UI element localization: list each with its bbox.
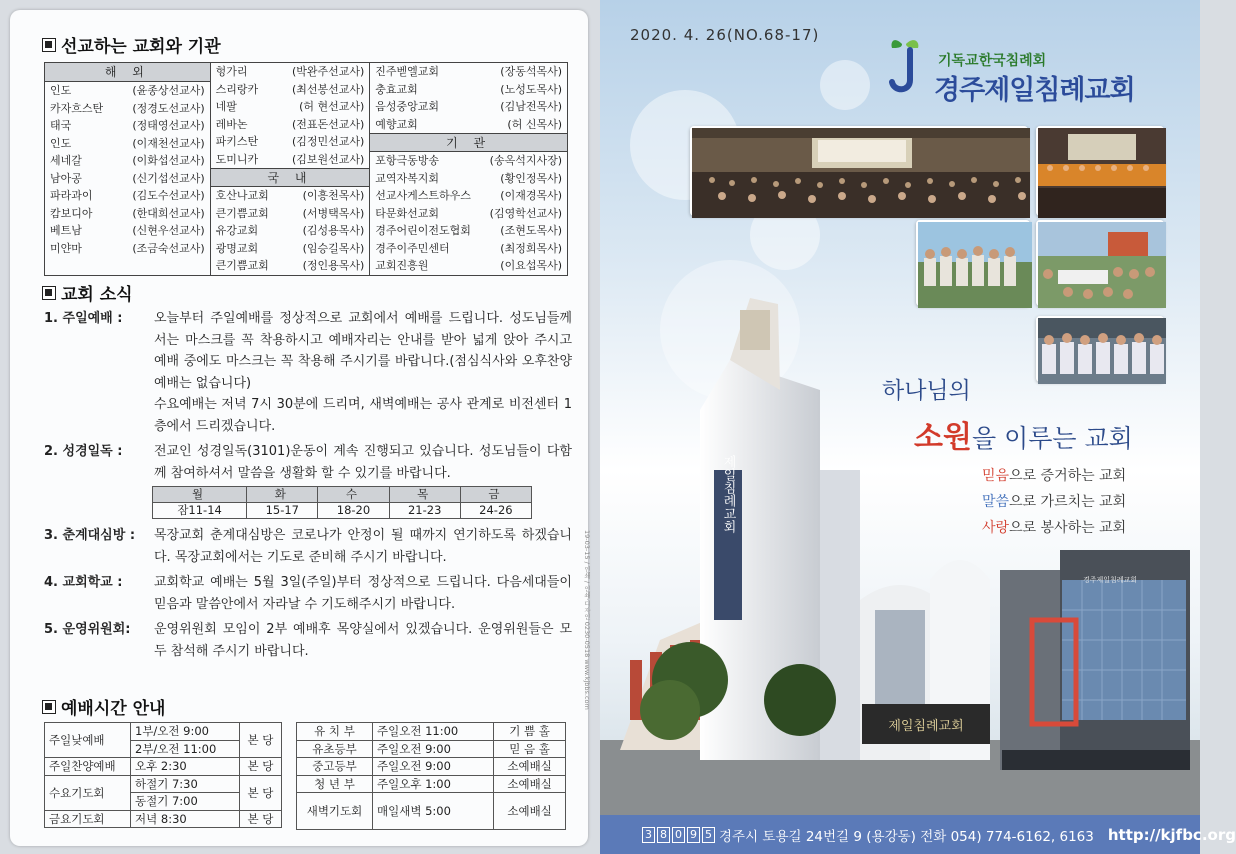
mission-entry bbox=[45, 117, 210, 135]
mission-place: 레바논 bbox=[215, 117, 248, 131]
mission-place: 경주어린이전도협회 bbox=[375, 224, 471, 237]
missionary-name: (박완주선교사) bbox=[291, 65, 365, 78]
mission-place: 헝가리 bbox=[215, 65, 248, 78]
zip-code: 3 8 0 9 5 bbox=[642, 827, 715, 843]
mission-entry bbox=[370, 222, 567, 240]
mission-entry bbox=[211, 257, 370, 275]
photo-sanctuary bbox=[690, 126, 1028, 216]
bokeh-light bbox=[820, 60, 870, 110]
spine-print-info: 19-03-15 / 인쇄 / 인쇄·디자인 0230-0518 www.kjbbs.com bbox=[583, 530, 591, 710]
building-sign: 제일침례교회 bbox=[888, 719, 964, 734]
mission-entry bbox=[45, 152, 210, 170]
missionary-name: (김보원선교사) bbox=[291, 152, 365, 166]
org-header: 기 관 bbox=[370, 133, 567, 152]
mission-entry bbox=[211, 205, 370, 223]
missionary-name: (조현도목사) bbox=[500, 224, 562, 237]
missionary-name: (이요섭목사) bbox=[500, 259, 562, 272]
mission-place: 큰기쁨교회 bbox=[215, 259, 269, 272]
mission-place: 포항극동방송 bbox=[375, 154, 440, 167]
news-item: 2. 성경일독 : 전교인 성경일독(3101)운동이 계속 진행되고 있습니다. 성도님들이 다함께 참여하셔서 말씀을 생활화 할 수 있기를 바랍니다. bbox=[44, 444, 572, 481]
missionary-name: (김도수선교사) bbox=[132, 189, 205, 202]
bible-reading-table: 월 화 수 목 금 잠11-14 15-17 18-20 21-23 24-26 bbox=[152, 486, 532, 519]
mission-place: 카자흐스탄 bbox=[50, 101, 104, 115]
mission-entry bbox=[370, 81, 567, 99]
mission-entry bbox=[45, 187, 210, 205]
news-item: 1. 주일예배 : 오늘부터 주일예배를 정상적으로 교회에서 예배를 드립니다. 성도님들께서는 마스크를 꼭 착용하시고 예배자리는 안내를 받아 넓게 앉아 주시고 예배 중에도 마스크는 꼭 착용해 주시기를 바랍니다.(점심식사와 오후찬양예배는 없습니다) 수요예배는 저녁 7시 30분에 드리며, 새벽예배는 공사 관계로 비전센터 1층에서 드리겠습니다. bbox=[44, 311, 572, 434]
mission-entry bbox=[370, 240, 567, 258]
overseas-list-2 bbox=[211, 63, 370, 168]
tower-sign: 제일침례교회 bbox=[720, 455, 736, 533]
denomination-name: 기독교한국침례회 bbox=[938, 53, 1047, 69]
mission-entry bbox=[211, 63, 370, 81]
bulletin-cover bbox=[600, 0, 1236, 854]
news-heading: 교회 소식 bbox=[42, 280, 133, 305]
slogan-line-1: 하나님의 bbox=[882, 378, 971, 404]
mission-entry bbox=[211, 222, 370, 240]
missionary-name: (최정희목사) bbox=[500, 241, 562, 255]
mission-place: 유강교회 bbox=[215, 224, 259, 237]
mission-place: 진주벧엘교회 bbox=[375, 65, 440, 78]
mission-place: 광명교회 bbox=[215, 241, 259, 255]
domestic-churches-list bbox=[370, 63, 567, 133]
mission-place: 호산나교회 bbox=[215, 189, 269, 202]
missionary-name: (노성도목사) bbox=[500, 82, 562, 96]
mission-entry bbox=[370, 187, 567, 205]
worship-heading: 예배시간 안내 bbox=[42, 694, 165, 719]
mission-entry bbox=[45, 135, 210, 153]
mission-place: 인도 bbox=[50, 84, 72, 97]
news-item: 4. 교회학교 : 교회학교 예배는 5월 3일(주일)부터 정상적으로 드립니다. 다음세대들이 믿음과 말씀안에서 자라날 수 기도해주시기 바랍니다. bbox=[44, 575, 572, 612]
mission-place: 베트남 bbox=[50, 224, 82, 237]
missionary-name: (허 신목사) bbox=[507, 117, 562, 131]
slogan-line-2: 소원을 이루는 교회 bbox=[914, 420, 1133, 455]
mission-entry bbox=[370, 152, 567, 170]
square-bullet-icon bbox=[42, 38, 56, 52]
mission-entry bbox=[370, 257, 567, 275]
mission-place: 예향교회 bbox=[375, 117, 418, 131]
missionary-name: (정인용목사) bbox=[302, 259, 365, 272]
bulletin-inner-page bbox=[10, 10, 588, 846]
domestic-header: 국 내 bbox=[211, 168, 370, 187]
mission-entry bbox=[211, 240, 370, 258]
missionary-name: (허 현선교사) bbox=[299, 100, 365, 113]
motto-line: 사랑으로 봉사하는 교회 bbox=[982, 520, 1127, 536]
missionary-name: (윤종상선교사) bbox=[132, 84, 205, 97]
missionary-name: (전표돈선교사) bbox=[291, 117, 365, 131]
mission-entry bbox=[45, 222, 210, 240]
missionary-name: (이화섭선교사) bbox=[132, 154, 205, 167]
mission-place: 경주이주민센터 bbox=[375, 241, 450, 255]
mission-place: 충효교회 bbox=[375, 82, 418, 96]
missionary-name: (장동석목사) bbox=[500, 65, 562, 78]
mission-place: 남아공 bbox=[50, 171, 82, 185]
missions-table bbox=[44, 62, 568, 276]
mission-place: 태국 bbox=[50, 119, 72, 132]
missionary-name: (이재경목사) bbox=[500, 189, 562, 202]
cover-footer bbox=[600, 815, 1236, 854]
missionary-name: (김성용목사) bbox=[302, 224, 365, 237]
mission-entry bbox=[45, 240, 210, 258]
missionary-name: (이재천선교사) bbox=[132, 136, 205, 150]
photo-choir bbox=[1036, 126, 1164, 216]
mission-place: 교역자복지회 bbox=[375, 171, 440, 185]
mission-entry bbox=[211, 151, 370, 169]
worship-table-departments: 유 치 부 주일오전 11:00 기 쁨 홀 유초등부 주일오전 9:00 믿 음 홀 중고등부 주일오전 9:00 소예배실 청 년 부 주일오후 1:00 소예배실 새벽기도회 매일새벽 5:00 소예배실 bbox=[296, 722, 566, 830]
mission-place: 타문화선교회 bbox=[375, 206, 440, 220]
worship-table-main: 주일낮예배 1부/오전 9:00 본 당 2부/오전 11:00 주일찬양예배 오후 2:30 본 당 수요기도회 하절기 7:30 본 당 동절기 7:00 금요기도회 저녁 8:30 본 당 bbox=[44, 722, 282, 828]
overseas-list bbox=[45, 82, 210, 257]
mission-place: 캄보디아 bbox=[50, 206, 93, 220]
mission-place: 음성중앙교회 bbox=[375, 100, 440, 113]
missionary-name: (황인정목사) bbox=[500, 171, 562, 185]
annex-sign: 경주제일침례교회 bbox=[1082, 576, 1138, 584]
mission-place: 큰기쁨교회 bbox=[215, 206, 269, 220]
missionary-name: (최선봉선교사) bbox=[291, 82, 365, 96]
org-list bbox=[370, 152, 567, 275]
mission-place: 파키스탄 bbox=[215, 135, 259, 148]
mission-entry bbox=[45, 82, 210, 100]
mission-place: 파라과이 bbox=[50, 189, 93, 202]
mission-entry bbox=[45, 205, 210, 223]
issue-date: 2020. 4. 26(NO.68-17) bbox=[630, 26, 820, 44]
square-bullet-icon bbox=[42, 700, 56, 714]
missionary-name: (신기섭선교사) bbox=[132, 171, 205, 185]
motto-line: 믿음으로 증거하는 교회 bbox=[982, 468, 1127, 484]
mission-entry bbox=[211, 133, 370, 151]
mission-place: 스리랑카 bbox=[215, 82, 259, 96]
square-bullet-icon bbox=[42, 286, 56, 300]
mission-entry bbox=[45, 100, 210, 118]
missionary-name: (조금숙선교사) bbox=[132, 241, 205, 255]
mission-place: 네팔 bbox=[215, 100, 237, 113]
mission-entry bbox=[370, 98, 567, 116]
mission-place: 인도 bbox=[50, 136, 72, 150]
mission-entry bbox=[370, 116, 567, 134]
church-name: 경주제일침례교회 bbox=[934, 75, 1135, 106]
church-building-illustration bbox=[600, 280, 1200, 815]
missionary-name: (이흥천목사) bbox=[302, 189, 365, 202]
mission-entry bbox=[211, 116, 370, 134]
news-item: 5. 운영위원회: 운영위원회 모임이 2부 예배후 목양실에서 있겠습니다. 운영위원들은 모두 참석해 주시기 바랍니다. bbox=[44, 622, 572, 659]
mission-place: 교회진흥원 bbox=[375, 259, 429, 272]
domestic-list bbox=[211, 187, 370, 275]
mission-place: 도미니카 bbox=[215, 152, 259, 166]
missionary-name: (한대희선교사) bbox=[132, 206, 205, 220]
mission-entry bbox=[211, 81, 370, 99]
mission-entry bbox=[211, 187, 370, 205]
missionary-name: (신현우선교사) bbox=[132, 224, 205, 237]
mission-place: 미얀마 bbox=[50, 241, 82, 255]
missionary-name: (임승길목사) bbox=[302, 241, 365, 255]
mission-entry bbox=[370, 170, 567, 188]
mission-entry bbox=[370, 63, 567, 81]
missionary-name: (송옥석지사장) bbox=[489, 154, 562, 167]
church-address: 경주시 토용길 24번길 9 (용강동) 전화 054) 774-6162, 6163 bbox=[719, 828, 1094, 845]
missionary-name: (김정민선교사) bbox=[291, 135, 365, 148]
missionary-name: (김남전목사) bbox=[500, 100, 562, 113]
missionary-name: (서병택목사) bbox=[302, 206, 365, 220]
mission-place: 선교사게스트하우스 bbox=[375, 189, 471, 202]
mission-entry bbox=[370, 205, 567, 223]
missionary-name: (정경도선교사) bbox=[132, 101, 205, 115]
mission-place: 세네갈 bbox=[50, 154, 82, 167]
news-list bbox=[44, 308, 572, 666]
church-website-link[interactable]: http://kjfbc.org bbox=[1107, 825, 1236, 844]
church-logo-icon bbox=[888, 30, 922, 98]
mission-entry bbox=[45, 170, 210, 188]
overseas-header: 해 외 bbox=[45, 63, 210, 82]
missionary-name: (정태영선교사) bbox=[132, 119, 205, 132]
missionary-name: (김영학선교사) bbox=[489, 206, 562, 220]
news-item: 3. 춘계대심방 : 목장교회 춘계대심방은 코로나가 안정이 될 때까지 연기하도록 하겠습니다. 목장교회에서는 기도로 준비해 주시기 바랍니다. bbox=[44, 528, 572, 565]
motto-line: 말씀으로 가르치는 교회 bbox=[982, 494, 1127, 510]
mission-entry bbox=[211, 98, 370, 116]
missions-heading: 선교하는 교회와 기관 bbox=[42, 32, 221, 57]
